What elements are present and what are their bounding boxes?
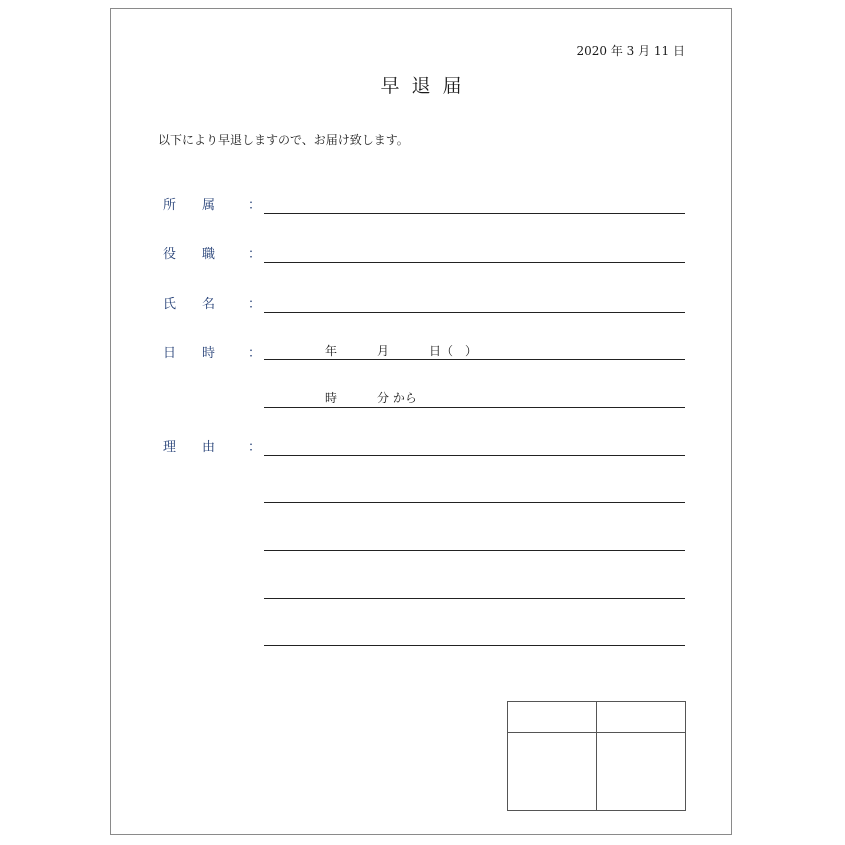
datetime-year: 年 [325,344,338,358]
approval-stamp-cell[interactable] [597,733,686,810]
reason-line-2[interactable] [264,502,685,503]
approval-stamp-box [507,701,686,811]
label-department: 所属 [163,198,242,213]
intro-text: 以下により早退しますので、お届け致します。 [158,133,409,147]
datetime-month: 月 [377,344,390,358]
colon-position: ： [248,247,262,262]
name-line[interactable] [264,312,685,313]
datetime-minute-from: 分 から [377,391,417,405]
form-sheet [110,8,732,835]
approval-stamp-cell[interactable] [508,733,597,810]
colon-name: ： [248,297,262,312]
datetime-day: 日（ ） [429,344,478,358]
label-reason: 理由 [163,440,242,455]
colon-reason: ： [248,440,262,455]
reason-line-3[interactable] [264,550,685,551]
approval-header-cell [597,702,686,733]
department-line[interactable] [264,213,685,214]
colon-department: ： [248,198,262,213]
page-title: 早退届 [380,75,474,97]
label-datetime: 日時 [163,346,242,361]
issue-date: 2020 年 3 月 11 日 [576,44,685,58]
reason-line-5[interactable] [264,645,685,646]
datetime-hour: 時 [325,391,338,405]
colon-datetime: ： [248,346,262,361]
position-line[interactable] [264,262,685,263]
reason-line-4[interactable] [264,598,685,599]
datetime-line-1[interactable] [264,359,685,360]
reason-line-1[interactable] [264,455,685,456]
label-name: 氏名 [163,297,242,312]
approval-header-cell [508,702,597,733]
label-position: 役職 [163,247,242,262]
datetime-line-2[interactable] [264,407,685,408]
